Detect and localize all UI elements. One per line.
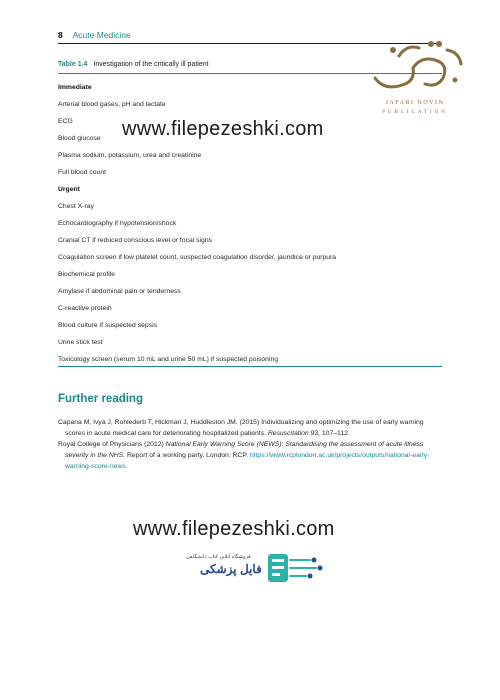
reference-journal: Resuscitation xyxy=(267,430,309,437)
reference-item xyxy=(58,417,442,439)
filepezeshki-logo xyxy=(160,550,340,590)
reference-citation: Report of a working party. London: RCP. xyxy=(125,452,250,459)
table-row: Coagulation screen if low platelet count, suspected coagulation disorder, jaundice or purpura xyxy=(58,254,337,261)
table-row: Plasma sodium, potassium, urea and creatinine xyxy=(58,152,202,159)
page-number: 8 xyxy=(58,30,63,40)
table-section-heading: Urgent xyxy=(58,186,80,193)
table-row: ECG xyxy=(58,118,73,125)
reference-text: Royal College of Physicians (2012) xyxy=(58,441,166,448)
reference-text: Capana M, Ivya J, Rohlederb T, Hickman J, Huddleston JM. (2015) Individualizing and optimizing the use of early warning scores in acute medical care for deteriorating hospitalized patients. xyxy=(58,419,424,437)
table-row: Blood culture if suspected sepsis xyxy=(58,322,157,329)
table-title xyxy=(58,61,209,68)
table-row: Full blood count xyxy=(58,169,106,176)
watermark-bottom: www.filepezeshki.com xyxy=(133,518,335,540)
table-row: Chest X-ray xyxy=(58,203,94,210)
page-header xyxy=(58,30,131,40)
reference-item xyxy=(58,439,442,472)
reference-title: National Early Warning Score (NEWS): Standardising the assessment of acute illness severity in the NHS. xyxy=(65,441,424,459)
reference-list xyxy=(58,417,442,472)
table-row: Cranial CT if reduced conscious level or focal signs xyxy=(58,237,213,244)
watermark-top: www.filepezeshki.com xyxy=(122,118,324,140)
running-title: Acute Medicine xyxy=(72,30,131,40)
reference-link[interactable]: https://www.rcplondon.ac.uk/projects/outputs/national-early-warning-score-news. xyxy=(65,452,430,470)
table-row: Echocardiography if hypotension/shock xyxy=(58,220,177,227)
table-row: C-reactive protein xyxy=(58,305,112,312)
publisher-name: JAFARI NOVIN xyxy=(385,100,445,106)
table-number: Table 1.4 xyxy=(58,61,88,68)
reference-citation: 93, 107–112. xyxy=(308,430,350,437)
publisher-subtitle: PUBLICATION xyxy=(382,110,448,115)
table-caption: Investigation of the critically ill patient xyxy=(93,61,209,68)
table-row: Arterial blood gases, pH and lactate xyxy=(58,101,166,108)
table-row: Biochemical profile xyxy=(58,271,116,278)
table-row: Urine stick test xyxy=(58,339,103,346)
table-top-rule xyxy=(58,73,442,74)
table-section-heading: Immediate xyxy=(58,84,92,91)
table-bottom-rule xyxy=(58,366,442,367)
table-row: Amylase if abdominal pain or tenderness xyxy=(58,288,181,295)
filepezeshki-tagline: فروشگاه آنلاین کتاب دانشگاهی xyxy=(186,554,251,560)
table-row: Blood glucose xyxy=(58,135,101,142)
further-reading-heading: Further reading xyxy=(58,393,143,405)
filepezeshki-name: فایل پزشکی xyxy=(200,562,262,576)
table-row: Toxicology screen (serum 10 mL and urine 50 mL) if suspected poisoning xyxy=(58,356,279,363)
